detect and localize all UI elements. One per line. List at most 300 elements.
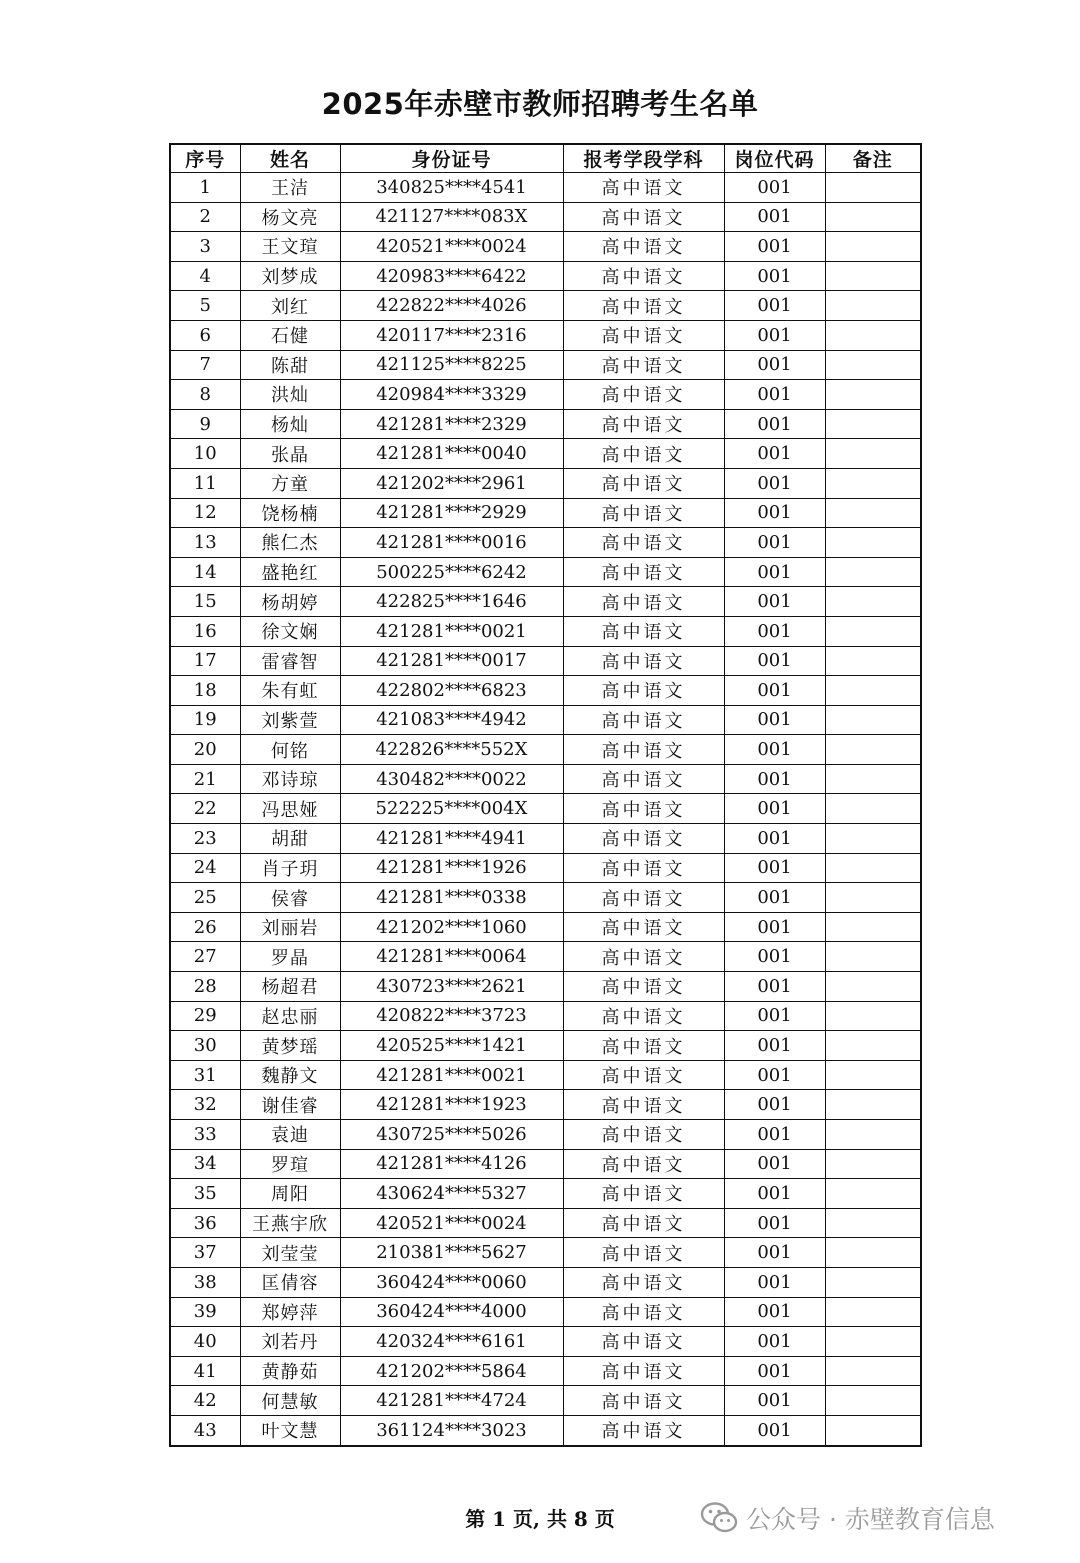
cell-name: 邓诗琼 xyxy=(240,764,340,794)
cell-name: 王洁 xyxy=(240,173,340,203)
cell-subject: 高中语文 xyxy=(563,1327,724,1357)
table-row xyxy=(170,1238,921,1268)
cell-name: 冯思娅 xyxy=(240,794,340,824)
cell-subject: 高中语文 xyxy=(563,824,724,854)
cell-subject: 高中语文 xyxy=(563,409,724,439)
cell-position-code: 001 xyxy=(724,824,825,854)
table-row xyxy=(170,735,921,765)
cell-serial: 30 xyxy=(170,1031,240,1061)
table-row xyxy=(170,912,921,942)
table-row xyxy=(170,1356,921,1386)
cell-subject: 高中语文 xyxy=(563,261,724,291)
cell-position-code: 001 xyxy=(724,232,825,262)
cell-name: 刘梦成 xyxy=(240,261,340,291)
cell-name: 刘丽岩 xyxy=(240,912,340,942)
cell-position-code: 001 xyxy=(724,1356,825,1386)
cell-remarks xyxy=(825,350,921,380)
cell-name: 洪灿 xyxy=(240,380,340,410)
cell-name: 王燕宇欣 xyxy=(240,1208,340,1238)
cell-name: 刘若丹 xyxy=(240,1327,340,1357)
cell-remarks xyxy=(825,735,921,765)
cell-name: 雷睿智 xyxy=(240,646,340,676)
cell-serial: 32 xyxy=(170,1090,240,1120)
cell-name: 饶杨楠 xyxy=(240,498,340,528)
cell-id-number: 421083****4942 xyxy=(340,705,563,735)
table-row xyxy=(170,1090,921,1120)
table-row xyxy=(170,173,921,203)
table-row xyxy=(170,498,921,528)
table-row xyxy=(170,883,921,913)
cell-remarks xyxy=(825,1208,921,1238)
cell-position-code: 001 xyxy=(724,646,825,676)
cell-serial: 9 xyxy=(170,409,240,439)
cell-subject: 高中语文 xyxy=(563,912,724,942)
cell-subject: 高中语文 xyxy=(563,1297,724,1327)
cell-name: 赵忠丽 xyxy=(240,1001,340,1031)
cell-serial: 40 xyxy=(170,1327,240,1357)
cell-subject: 高中语文 xyxy=(563,587,724,617)
cell-remarks xyxy=(825,498,921,528)
cell-subject: 高中语文 xyxy=(563,676,724,706)
table-row xyxy=(170,616,921,646)
cell-subject: 高中语文 xyxy=(563,468,724,498)
cell-subject: 高中语文 xyxy=(563,705,724,735)
table-row xyxy=(170,468,921,498)
cell-position-code: 001 xyxy=(724,942,825,972)
cell-position-code: 001 xyxy=(724,468,825,498)
cell-name: 盛艳红 xyxy=(240,557,340,587)
table-row xyxy=(170,587,921,617)
cell-serial: 21 xyxy=(170,764,240,794)
cell-position-code: 001 xyxy=(724,350,825,380)
table-row xyxy=(170,1001,921,1031)
table-row xyxy=(170,232,921,262)
cell-remarks xyxy=(825,912,921,942)
cell-serial: 39 xyxy=(170,1297,240,1327)
cell-position-code: 001 xyxy=(724,1297,825,1327)
cell-name: 周阳 xyxy=(240,1179,340,1209)
cell-name: 罗瑄 xyxy=(240,1149,340,1179)
cell-position-code: 001 xyxy=(724,291,825,321)
cell-remarks xyxy=(825,1415,921,1445)
cell-subject: 高中语文 xyxy=(563,1060,724,1090)
cell-name: 胡甜 xyxy=(240,824,340,854)
cell-id-number: 421281****0016 xyxy=(340,528,563,558)
cell-position-code: 001 xyxy=(724,676,825,706)
cell-remarks xyxy=(825,1238,921,1268)
cell-id-number: 421127****083X xyxy=(340,202,563,232)
header-name: 姓名 xyxy=(240,144,340,173)
cell-id-number: 421281****0040 xyxy=(340,439,563,469)
cell-subject: 高中语文 xyxy=(563,942,724,972)
cell-serial: 42 xyxy=(170,1386,240,1416)
cell-subject: 高中语文 xyxy=(563,1238,724,1268)
cell-serial: 5 xyxy=(170,291,240,321)
cell-position-code: 001 xyxy=(724,528,825,558)
cell-subject: 高中语文 xyxy=(563,232,724,262)
table-row xyxy=(170,439,921,469)
cell-name: 张晶 xyxy=(240,439,340,469)
cell-remarks xyxy=(825,232,921,262)
table-row xyxy=(170,824,921,854)
cell-name: 刘紫萱 xyxy=(240,705,340,735)
table-row xyxy=(170,1060,921,1090)
cell-remarks xyxy=(825,557,921,587)
cell-id-number: 421281****1923 xyxy=(340,1090,563,1120)
table-row xyxy=(170,764,921,794)
cell-id-number: 500225****6242 xyxy=(340,557,563,587)
cell-position-code: 001 xyxy=(724,1386,825,1416)
cell-name: 熊仁杰 xyxy=(240,528,340,558)
cell-name: 陈甜 xyxy=(240,350,340,380)
cell-serial: 37 xyxy=(170,1238,240,1268)
watermark-text: 公众号 · 赤壁教育信息 xyxy=(746,1505,995,1534)
cell-name: 何铭 xyxy=(240,735,340,765)
cell-serial: 38 xyxy=(170,1267,240,1297)
cell-remarks xyxy=(825,942,921,972)
cell-serial: 27 xyxy=(170,942,240,972)
cell-serial: 17 xyxy=(170,646,240,676)
cell-remarks xyxy=(825,794,921,824)
cell-subject: 高中语文 xyxy=(563,646,724,676)
cell-serial: 41 xyxy=(170,1356,240,1386)
table-row xyxy=(170,1297,921,1327)
cell-name: 石健 xyxy=(240,320,340,350)
watermark xyxy=(700,1500,995,1536)
cell-id-number: 421202****1060 xyxy=(340,912,563,942)
cell-id-number: 420521****0024 xyxy=(340,232,563,262)
cell-id-number: 421281****4126 xyxy=(340,1149,563,1179)
cell-serial: 11 xyxy=(170,468,240,498)
cell-id-number: 421281****0021 xyxy=(340,616,563,646)
cell-remarks xyxy=(825,883,921,913)
cell-remarks xyxy=(825,705,921,735)
table-row xyxy=(170,528,921,558)
cell-position-code: 001 xyxy=(724,972,825,1002)
cell-position-code: 001 xyxy=(724,1060,825,1090)
table-row xyxy=(170,261,921,291)
cell-id-number: 421125****8225 xyxy=(340,350,563,380)
cell-id-number: 422822****4026 xyxy=(340,291,563,321)
header-subject: 报考学段学科 xyxy=(563,144,724,173)
cell-serial: 15 xyxy=(170,587,240,617)
cell-id-number: 421281****0017 xyxy=(340,646,563,676)
cell-id-number: 420521****0024 xyxy=(340,1208,563,1238)
cell-remarks xyxy=(825,587,921,617)
cell-serial: 1 xyxy=(170,173,240,203)
cell-position-code: 001 xyxy=(724,557,825,587)
cell-position-code: 001 xyxy=(724,1208,825,1238)
cell-remarks xyxy=(825,1267,921,1297)
table-row xyxy=(170,320,921,350)
cell-serial: 18 xyxy=(170,676,240,706)
wechat-icon xyxy=(700,1501,738,1535)
table-row xyxy=(170,1386,921,1416)
table-row xyxy=(170,646,921,676)
cell-position-code: 001 xyxy=(724,883,825,913)
table-row xyxy=(170,350,921,380)
cell-id-number: 421281****4724 xyxy=(340,1386,563,1416)
cell-remarks xyxy=(825,291,921,321)
cell-remarks xyxy=(825,1120,921,1150)
cell-id-number: 421281****2329 xyxy=(340,409,563,439)
cell-position-code: 001 xyxy=(724,764,825,794)
cell-serial: 31 xyxy=(170,1060,240,1090)
cell-subject: 高中语文 xyxy=(563,439,724,469)
table-row xyxy=(170,1415,921,1445)
cell-remarks xyxy=(825,1090,921,1120)
cell-subject: 高中语文 xyxy=(563,853,724,883)
cell-subject: 高中语文 xyxy=(563,1031,724,1061)
cell-id-number: 420984****3329 xyxy=(340,380,563,410)
table-row xyxy=(170,853,921,883)
cell-id-number: 430723****2621 xyxy=(340,972,563,1002)
cell-name: 罗晶 xyxy=(240,942,340,972)
cell-name: 侯睿 xyxy=(240,883,340,913)
cell-name: 黄静茹 xyxy=(240,1356,340,1386)
table-row xyxy=(170,1267,921,1297)
cell-id-number: 421281****1926 xyxy=(340,853,563,883)
cell-name: 黄梦瑶 xyxy=(240,1031,340,1061)
cell-remarks xyxy=(825,972,921,1002)
cell-subject: 高中语文 xyxy=(563,380,724,410)
cell-position-code: 001 xyxy=(724,1267,825,1297)
cell-id-number: 421281****2929 xyxy=(340,498,563,528)
cell-subject: 高中语文 xyxy=(563,972,724,1002)
cell-id-number: 421281****0338 xyxy=(340,883,563,913)
cell-remarks xyxy=(825,616,921,646)
table-row xyxy=(170,1120,921,1150)
page-title: 2025年赤壁市教师招聘考生名单 xyxy=(321,87,759,121)
cell-subject: 高中语文 xyxy=(563,320,724,350)
cell-name: 朱有虹 xyxy=(240,676,340,706)
cell-id-number: 422802****6823 xyxy=(340,676,563,706)
cell-position-code: 001 xyxy=(724,735,825,765)
table-row xyxy=(170,409,921,439)
cell-name: 谢佳睿 xyxy=(240,1090,340,1120)
cell-serial: 10 xyxy=(170,439,240,469)
cell-id-number: 420324****6161 xyxy=(340,1327,563,1357)
cell-remarks xyxy=(825,1001,921,1031)
header-position-code: 岗位代码 xyxy=(724,144,825,173)
cell-serial: 24 xyxy=(170,853,240,883)
cell-id-number: 421281****0021 xyxy=(340,1060,563,1090)
cell-subject: 高中语文 xyxy=(563,173,724,203)
cell-name: 方童 xyxy=(240,468,340,498)
table-header xyxy=(170,144,921,173)
cell-name: 魏静文 xyxy=(240,1060,340,1090)
cell-serial: 23 xyxy=(170,824,240,854)
cell-subject: 高中语文 xyxy=(563,498,724,528)
cell-id-number: 422826****552X xyxy=(340,735,563,765)
cell-serial: 16 xyxy=(170,616,240,646)
cell-position-code: 001 xyxy=(724,320,825,350)
table-row xyxy=(170,202,921,232)
cell-name: 杨胡婷 xyxy=(240,587,340,617)
table-row xyxy=(170,942,921,972)
cell-subject: 高中语文 xyxy=(563,1090,724,1120)
cell-position-code: 001 xyxy=(724,202,825,232)
cell-name: 刘莹莹 xyxy=(240,1238,340,1268)
cell-id-number: 421202****5864 xyxy=(340,1356,563,1386)
cell-remarks xyxy=(825,261,921,291)
page-footer: 第 1 页, 共 8 页 xyxy=(465,1507,615,1531)
header-remarks: 备注 xyxy=(825,144,921,173)
cell-serial: 12 xyxy=(170,498,240,528)
cell-position-code: 001 xyxy=(724,1090,825,1120)
cell-subject: 高中语文 xyxy=(563,291,724,321)
cell-position-code: 001 xyxy=(724,587,825,617)
cell-remarks xyxy=(825,646,921,676)
cell-remarks xyxy=(825,853,921,883)
cell-name: 杨超君 xyxy=(240,972,340,1002)
cell-position-code: 001 xyxy=(724,912,825,942)
cell-subject: 高中语文 xyxy=(563,616,724,646)
cell-subject: 高中语文 xyxy=(563,1356,724,1386)
cell-remarks xyxy=(825,764,921,794)
cell-remarks xyxy=(825,1179,921,1209)
cell-id-number: 421202****2961 xyxy=(340,468,563,498)
cell-position-code: 001 xyxy=(724,439,825,469)
cell-position-code: 001 xyxy=(724,1179,825,1209)
cell-position-code: 001 xyxy=(724,1120,825,1150)
cell-id-number: 420117****2316 xyxy=(340,320,563,350)
table-row xyxy=(170,1208,921,1238)
cell-id-number: 522225****004X xyxy=(340,794,563,824)
cell-serial: 43 xyxy=(170,1415,240,1445)
cell-position-code: 001 xyxy=(724,616,825,646)
cell-id-number: 340825****4541 xyxy=(340,173,563,203)
table-row xyxy=(170,380,921,410)
cell-position-code: 001 xyxy=(724,380,825,410)
cell-name: 匡倩容 xyxy=(240,1267,340,1297)
cell-position-code: 001 xyxy=(724,498,825,528)
cell-id-number: 360424****0060 xyxy=(340,1267,563,1297)
candidate-table xyxy=(169,143,922,1447)
cell-remarks xyxy=(825,676,921,706)
cell-remarks xyxy=(825,1060,921,1090)
cell-serial: 35 xyxy=(170,1179,240,1209)
cell-serial: 3 xyxy=(170,232,240,262)
cell-remarks xyxy=(825,320,921,350)
cell-serial: 33 xyxy=(170,1120,240,1150)
cell-name: 刘红 xyxy=(240,291,340,321)
cell-subject: 高中语文 xyxy=(563,794,724,824)
table-row xyxy=(170,676,921,706)
cell-name: 郑婷萍 xyxy=(240,1297,340,1327)
header-id-number: 身份证号 xyxy=(340,144,563,173)
cell-remarks xyxy=(825,173,921,203)
table-row xyxy=(170,1179,921,1209)
cell-remarks xyxy=(825,824,921,854)
cell-serial: 14 xyxy=(170,557,240,587)
cell-serial: 7 xyxy=(170,350,240,380)
cell-remarks xyxy=(825,1386,921,1416)
cell-name: 王文瑄 xyxy=(240,232,340,262)
cell-serial: 26 xyxy=(170,912,240,942)
cell-name: 杨文亮 xyxy=(240,202,340,232)
cell-position-code: 001 xyxy=(724,173,825,203)
cell-serial: 29 xyxy=(170,1001,240,1031)
cell-id-number: 421281****0064 xyxy=(340,942,563,972)
cell-serial: 36 xyxy=(170,1208,240,1238)
cell-position-code: 001 xyxy=(724,409,825,439)
table-row xyxy=(170,972,921,1002)
cell-name: 袁迪 xyxy=(240,1120,340,1150)
cell-position-code: 001 xyxy=(724,1149,825,1179)
cell-id-number: 420525****1421 xyxy=(340,1031,563,1061)
cell-serial: 20 xyxy=(170,735,240,765)
cell-serial: 6 xyxy=(170,320,240,350)
cell-position-code: 001 xyxy=(724,794,825,824)
header-serial: 序号 xyxy=(170,144,240,173)
cell-serial: 28 xyxy=(170,972,240,1002)
cell-id-number: 360424****4000 xyxy=(340,1297,563,1327)
cell-remarks xyxy=(825,1356,921,1386)
cell-id-number: 421281****4941 xyxy=(340,824,563,854)
cell-subject: 高中语文 xyxy=(563,1415,724,1445)
table-row xyxy=(170,291,921,321)
cell-position-code: 001 xyxy=(724,705,825,735)
cell-position-code: 001 xyxy=(724,1238,825,1268)
cell-id-number: 430725****5026 xyxy=(340,1120,563,1150)
cell-subject: 高中语文 xyxy=(563,557,724,587)
cell-subject: 高中语文 xyxy=(563,1179,724,1209)
cell-id-number: 430482****0022 xyxy=(340,764,563,794)
cell-remarks xyxy=(825,439,921,469)
cell-subject: 高中语文 xyxy=(563,1149,724,1179)
cell-subject: 高中语文 xyxy=(563,202,724,232)
cell-remarks xyxy=(825,1149,921,1179)
cell-serial: 2 xyxy=(170,202,240,232)
cell-position-code: 001 xyxy=(724,1031,825,1061)
cell-name: 肖子玥 xyxy=(240,853,340,883)
cell-name: 叶文慧 xyxy=(240,1415,340,1445)
cell-name: 徐文娴 xyxy=(240,616,340,646)
cell-position-code: 001 xyxy=(724,261,825,291)
table-row xyxy=(170,1031,921,1061)
cell-name: 何慧敏 xyxy=(240,1386,340,1416)
cell-id-number: 422825****1646 xyxy=(340,587,563,617)
cell-subject: 高中语文 xyxy=(563,1120,724,1150)
cell-remarks xyxy=(825,1327,921,1357)
cell-remarks xyxy=(825,1297,921,1327)
cell-serial: 22 xyxy=(170,794,240,824)
cell-id-number: 361124****3023 xyxy=(340,1415,563,1445)
cell-position-code: 001 xyxy=(724,853,825,883)
cell-serial: 8 xyxy=(170,380,240,410)
cell-id-number: 420983****6422 xyxy=(340,261,563,291)
table-body xyxy=(170,173,921,1446)
cell-id-number: 420822****3723 xyxy=(340,1001,563,1031)
table-row xyxy=(170,794,921,824)
cell-serial: 4 xyxy=(170,261,240,291)
cell-id-number: 210381****5627 xyxy=(340,1238,563,1268)
table-row xyxy=(170,1149,921,1179)
table-row xyxy=(170,1327,921,1357)
cell-id-number: 430624****5327 xyxy=(340,1179,563,1209)
cell-position-code: 001 xyxy=(724,1327,825,1357)
cell-position-code: 001 xyxy=(724,1001,825,1031)
cell-subject: 高中语文 xyxy=(563,883,724,913)
cell-name: 杨灿 xyxy=(240,409,340,439)
cell-remarks xyxy=(825,1031,921,1061)
cell-remarks xyxy=(825,528,921,558)
cell-subject: 高中语文 xyxy=(563,735,724,765)
cell-subject: 高中语文 xyxy=(563,1386,724,1416)
table-row xyxy=(170,705,921,735)
table-row xyxy=(170,557,921,587)
